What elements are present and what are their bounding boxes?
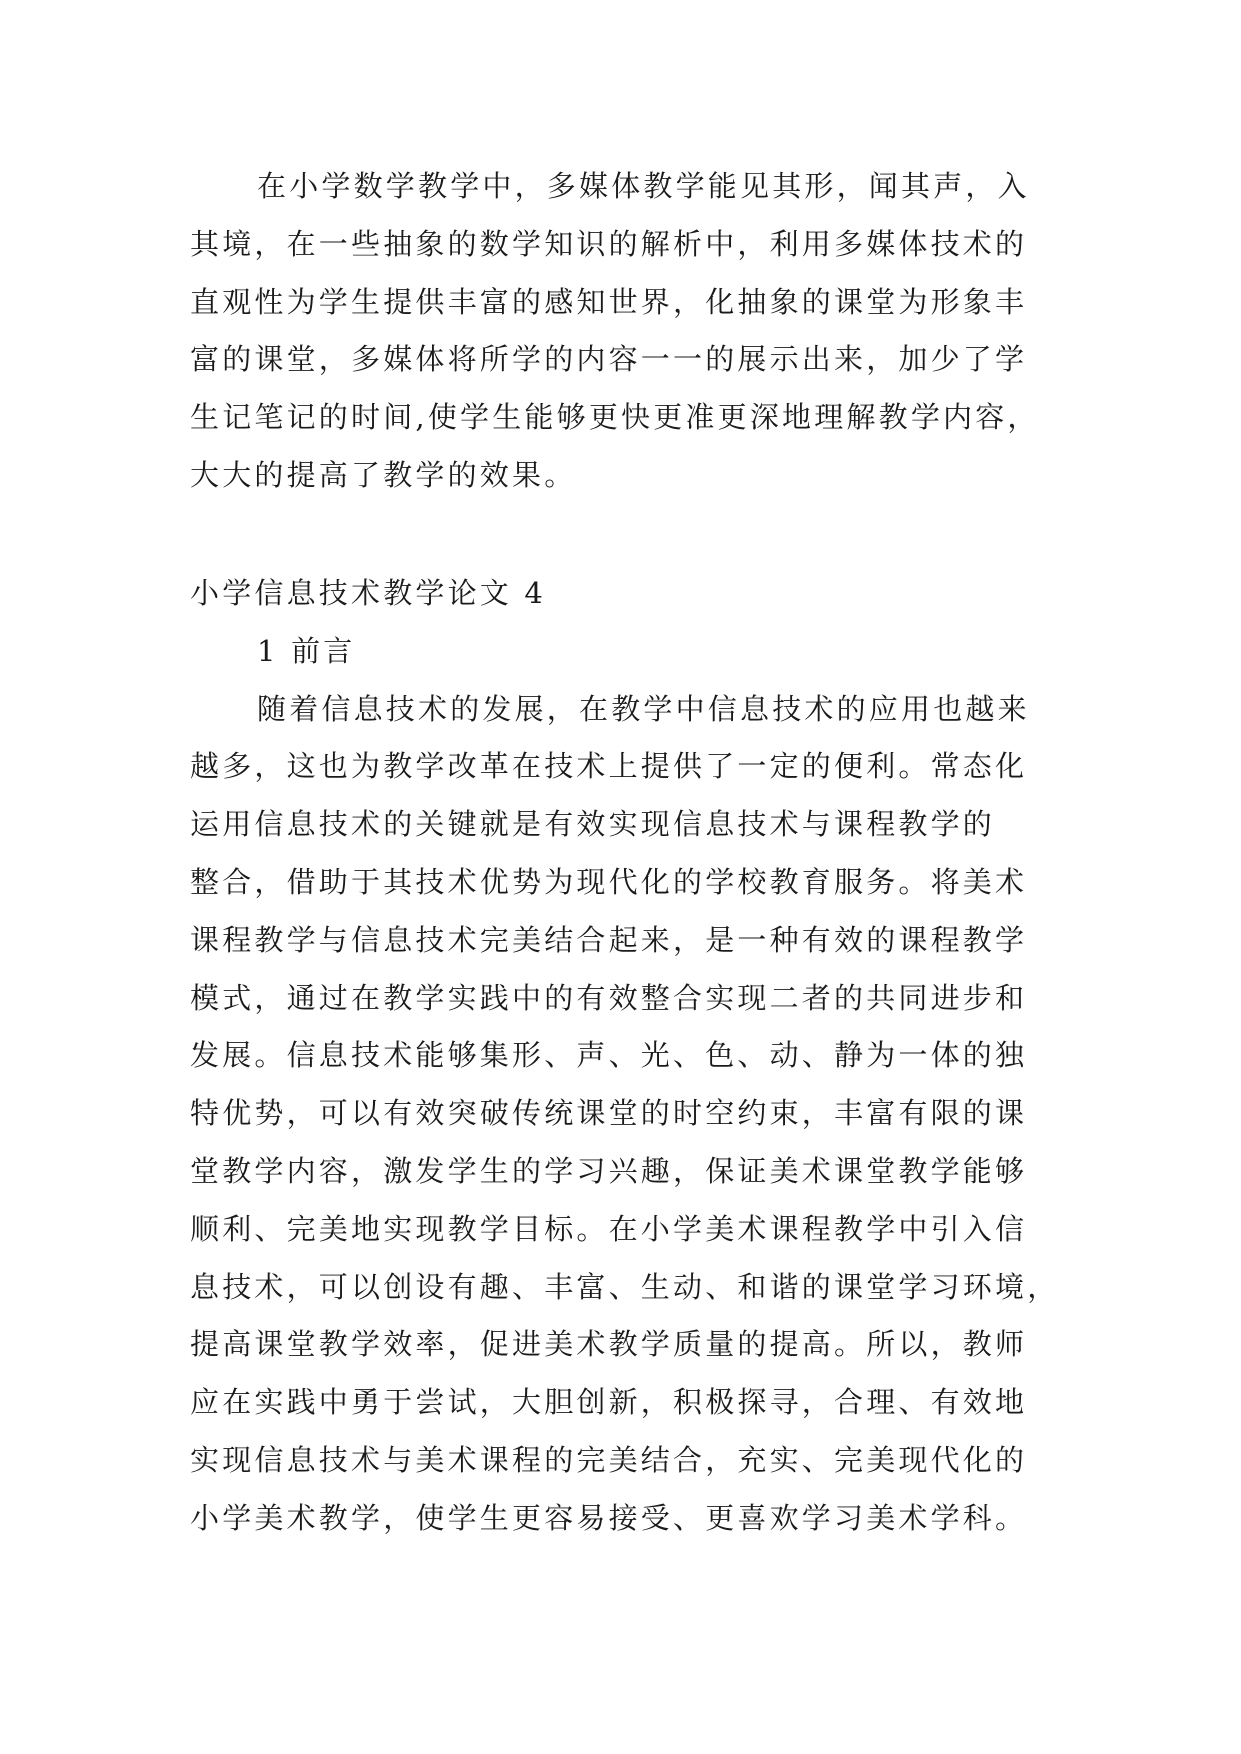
paragraph-line: 在小学数学教学中，多媒体教学能见其形，闻其声，入 [257, 169, 1030, 203]
paragraph-line: 实现信息技术与美术课程的完美结合，充实、完美现代化的 [190, 1442, 1028, 1477]
paragraph-line: 大大的提高了教学的效果。 [190, 457, 577, 492]
paragraph-line: 提高课堂教学效率，促进美术教学质量的提高。所以，教师 [190, 1327, 1028, 1362]
paragraph-line: 随着信息技术的发展，在教学中信息技术的应用也越来 [257, 691, 1030, 726]
paragraph-line: 堂教学内容，激发学生的学习兴趣，保证美术课堂教学能够 [190, 1153, 1028, 1188]
paragraph-line: 课程教学与信息技术完美结合起来，是一种有效的课程教学 [190, 922, 1028, 957]
paragraph-line: 越多，这也为教学改革在技术上提供了一定的便利。常态化 [190, 749, 1028, 784]
section-subheading: 1 前言 [257, 633, 356, 668]
section-title: 小学信息技术教学论文 4 [190, 576, 547, 610]
paragraph-line: 发展。信息技术能够集形、声、光、色、动、静为一体的独 [190, 1038, 1028, 1073]
paragraph-line: 模式，通过在教学实践中的有效整合实现二者的共同进步和 [190, 980, 1028, 1015]
paragraph-line: 小学美术教学，使学生更容易接受、更喜欢学习美术学科。 [190, 1500, 1028, 1535]
paragraph-line: 整合，借助于其技术优势为现代化的学校教育服务。将美术 [190, 864, 1028, 899]
paragraph-line: 应在实践中勇于尝试，大胆创新，积极探寻，合理、有效地 [190, 1385, 1028, 1420]
paragraph-line: 生记笔记的时间,使学生能够更快更准更深地理解教学内容， [190, 400, 1040, 435]
paragraph-line: 运用信息技术的关键就是有效实现信息技术与课程教学的 [190, 807, 996, 842]
intro-paragraph [190, 158, 1052, 505]
paragraph-line: 富的课堂，多媒体将所学的内容一一的展示出来，加少了学 [190, 342, 1028, 377]
paragraph-line: 直观性为学生提供丰富的感知世界，化抽象的课堂为形象丰 [190, 284, 1028, 319]
paragraph-line: 息技术，可以创设有趣、丰富、生动、和谐的课堂学习环境， [190, 1269, 1060, 1304]
section [190, 565, 1060, 1548]
paragraph-line: 其境，在一些抽象的数学知识的解析中，利用多媒体技术的 [190, 226, 1028, 261]
paragraph-line: 顺利、完美地实现教学目标。在小学美术课程教学中引入信 [190, 1211, 1028, 1246]
paragraph-line: 特优势，可以有效突破传统课堂的时空约束，丰富有限的课 [190, 1096, 1028, 1131]
